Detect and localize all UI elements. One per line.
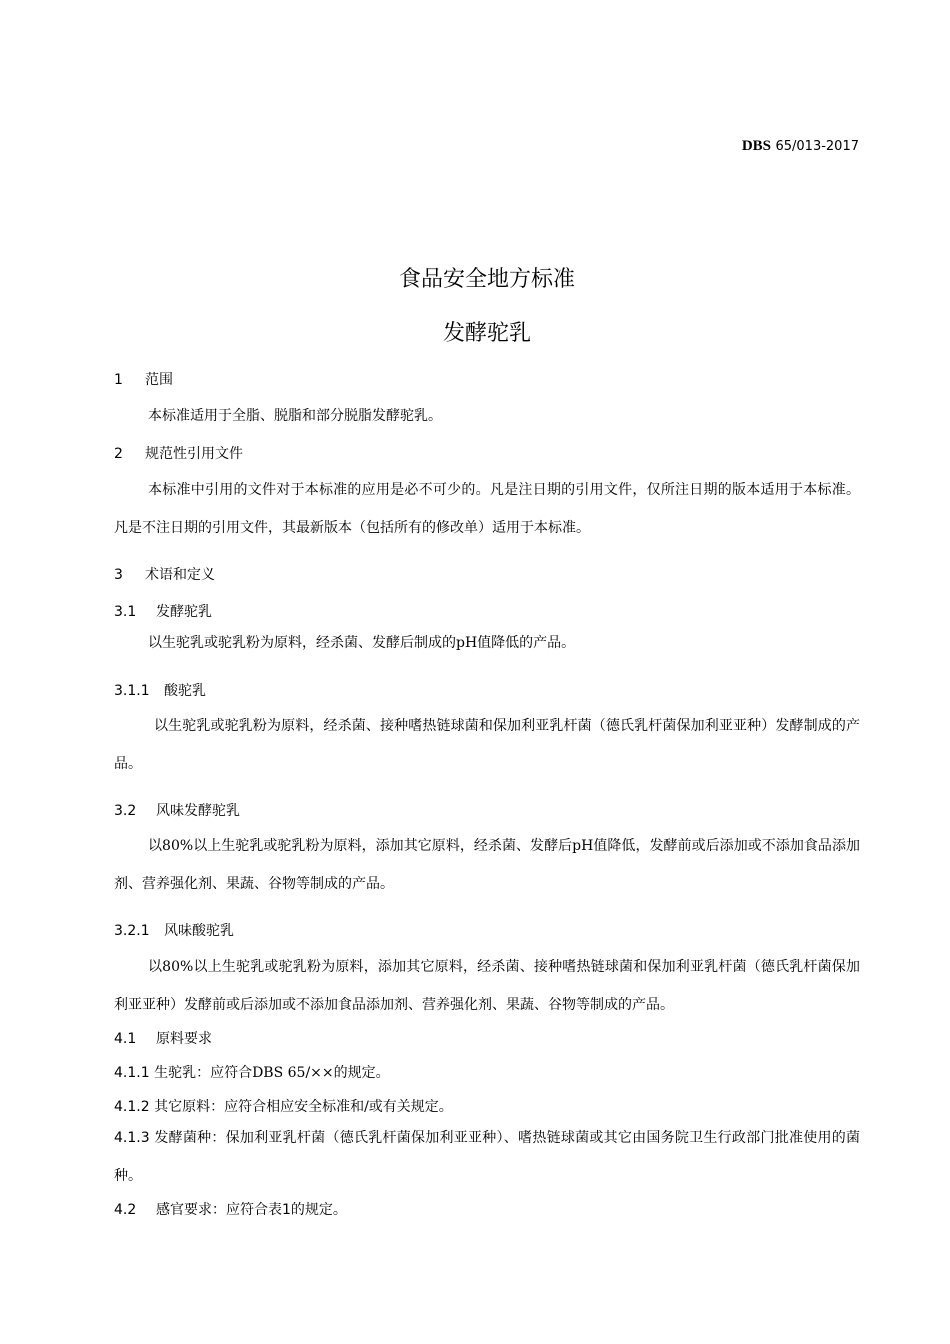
- section-number: 4.1.3: [114, 1130, 150, 1146]
- section-number: 4.1: [114, 1031, 137, 1047]
- section-text: 其它原料：应符合相应安全标准和/或有关规定。: [154, 1099, 453, 1115]
- section-title: 范围: [145, 372, 173, 388]
- section-number: 4.1.1: [114, 1065, 150, 1081]
- section-4-2-heading: [114, 1199, 347, 1219]
- section-4-1-1: [114, 1062, 390, 1082]
- section-4-1-3: [114, 1119, 860, 1195]
- section-3-2-text: 以80%以上生驼乳或驼乳粉为原料，添加其它原料，经杀菌、发酵后pH值降低，发酵前或后添加或不添加食品添加剂、营养强化剂、果蔬、谷物等制成的产品。: [114, 838, 860, 892]
- document-subtitle: 发酵驼乳: [442, 321, 531, 346]
- section-3-1-heading: [114, 601, 212, 621]
- section-2-heading: [114, 443, 243, 463]
- section-title: 发酵驼乳: [156, 604, 212, 620]
- standard-code-number: 65/013-2017: [775, 139, 859, 154]
- section-2-text: 本标准中引用的文件对于本标准的应用是必不可少的。凡是注日期的引用文件，仅所注日期的版本适用于本标准。凡是不注日期的引用文件，其最新版本（包括所有的修改单）适用于本标准。: [114, 482, 860, 536]
- section-number: 2: [114, 446, 123, 462]
- section-title: 规范性引用文件: [145, 446, 243, 462]
- section-title: 感官要求：应符合表1的规定。: [156, 1202, 347, 1218]
- section-3-1-1-text: 以生驼乳或驼乳粉为原料，经杀菌、接种嗜热链球菌和保加利亚乳杆菌（德氏乳杆菌保加利亚亚种）发酵制成的产品。: [114, 718, 860, 772]
- section-number: 1: [114, 372, 123, 388]
- section-3-2-1-heading: [114, 920, 234, 940]
- section-title: 原料要求: [156, 1031, 212, 1047]
- section-number: 4.1.2: [114, 1099, 150, 1115]
- document-title: 食品安全地方标准: [398, 267, 575, 292]
- section-number: 3: [114, 567, 123, 583]
- section-3-1-text: 以生驼乳或驼乳粉为原料，经杀菌、发酵后制成的pH值降低的产品。: [148, 635, 576, 651]
- section-number: 3.2.1: [114, 923, 150, 939]
- section-1-text: 本标准适用于全脂、脱脂和部分脱脂发酵驼乳。: [148, 408, 442, 424]
- section-1-heading: [114, 369, 173, 389]
- section-3-2-heading: [114, 800, 240, 820]
- section-number: 3.1: [114, 604, 137, 620]
- section-text: 生驼乳：应符合DBS 65/××的规定。: [154, 1065, 390, 1081]
- standard-code: [742, 138, 859, 155]
- section-title: 风味酸驼乳: [164, 923, 234, 939]
- section-3-1-1-heading: [114, 680, 206, 700]
- section-title: 酸驼乳: [164, 683, 206, 699]
- section-3-2-1-text: 以80%以上生驼乳或驼乳粉为原料，添加其它原料，经杀菌、接种嗜热链球菌和保加利亚乳杆菌（德氏乳杆菌保加利亚亚种）发酵前或后添加或不添加食品添加剂、营养强化剂、果蔬、谷物等制成的产品。: [114, 959, 860, 1013]
- standard-code-prefix: DBS: [741, 138, 772, 154]
- section-title: 术语和定义: [145, 567, 215, 583]
- section-3-heading: [114, 564, 215, 584]
- section-number: 3.1.1: [114, 683, 150, 699]
- section-title: 风味发酵驼乳: [156, 803, 240, 819]
- section-4-1-2: [114, 1096, 453, 1116]
- section-4-1-heading: [114, 1028, 212, 1048]
- section-number: 4.2: [114, 1202, 137, 1218]
- section-number: 3.2: [114, 803, 137, 819]
- section-text: 发酵菌种：保加利亚乳杆菌（德氏乳杆菌保加利亚亚种）、嗜热链球菌或其它由国务院卫生行政部门批准使用的菌种。: [114, 1130, 861, 1184]
